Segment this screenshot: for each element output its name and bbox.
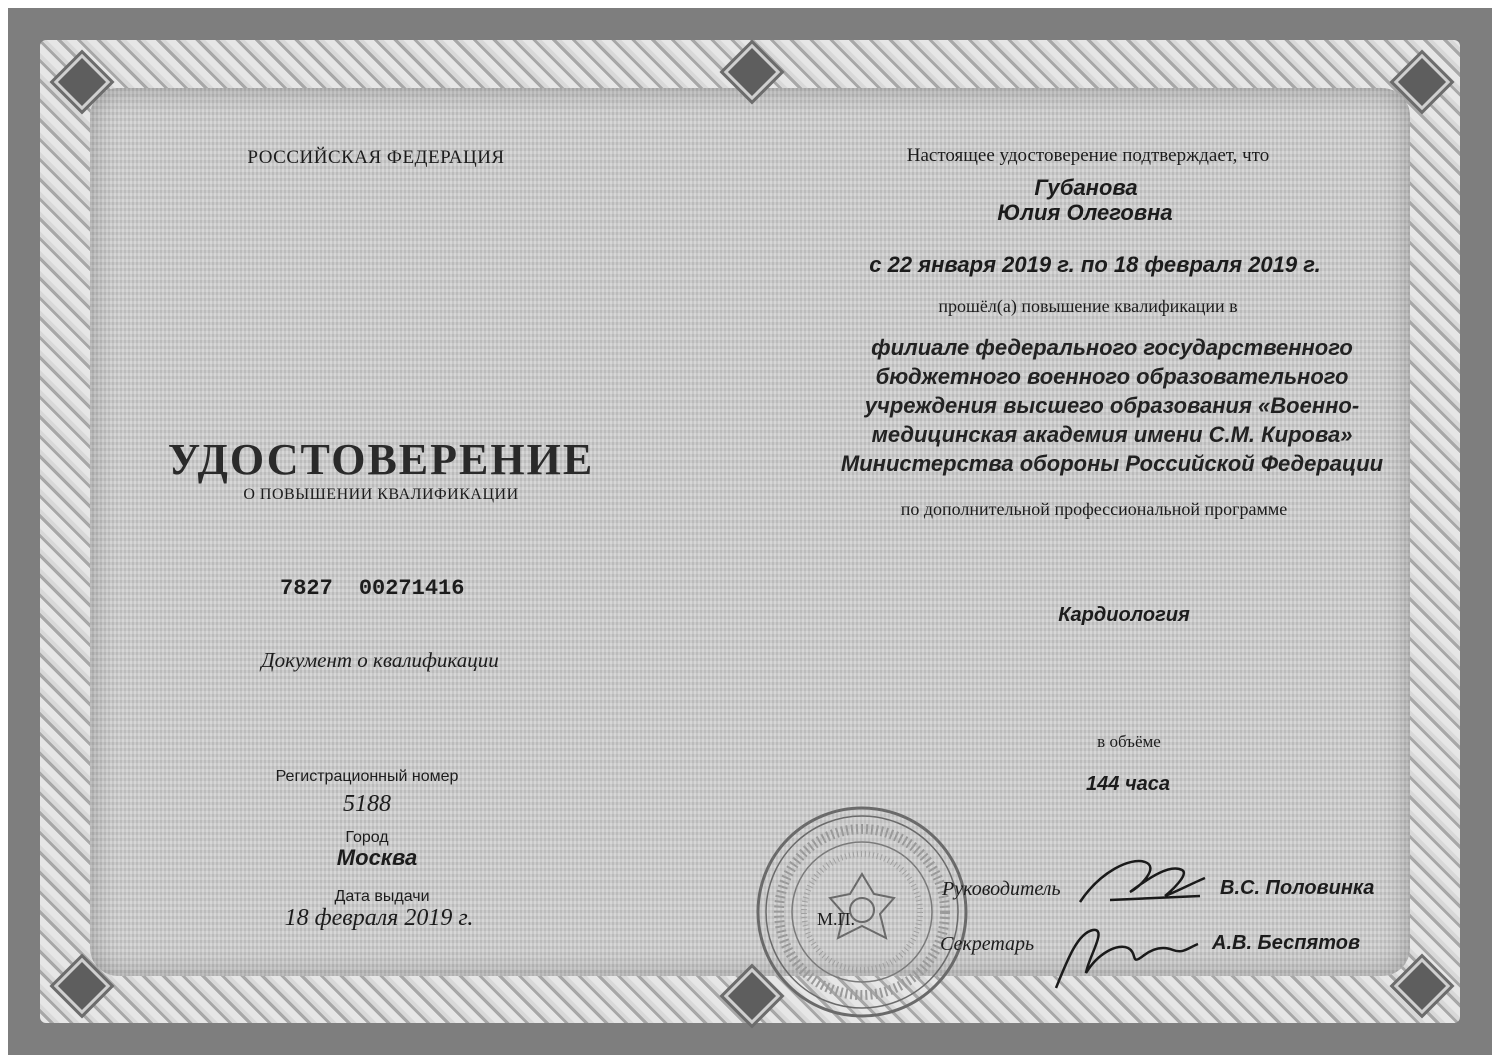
institution-line: филиале федерального государственного: [871, 335, 1353, 360]
secretary-signature-icon: [1048, 918, 1208, 998]
volume-label: в объёме: [1097, 732, 1161, 751]
city-value: Москва: [336, 845, 418, 870]
program-name: Кардиология: [1058, 604, 1190, 626]
holder-given-names: Юлия Олеговна: [997, 200, 1173, 225]
head-signature-icon: [1070, 852, 1210, 912]
head-role-label: Руководитель: [942, 878, 1061, 900]
issue-date: 18 февраля 2019 г.: [284, 905, 474, 931]
institution-line: Министерства обороны Российской Федерации: [840, 451, 1384, 476]
serial-number: [280, 578, 464, 600]
document-type: Документ о квалификации: [261, 648, 499, 672]
completed-text: прошёл(а) повышение квалификации в: [938, 296, 1238, 316]
institution-line: бюджетного военного образовательного: [875, 364, 1349, 389]
issue-date-label: Дата выдачи: [334, 888, 430, 905]
document-subtitle: О ПОВЫШЕНИИ КВАЛИФИКАЦИИ: [243, 486, 519, 503]
registration-number: 5188: [343, 791, 391, 817]
institution-line: медицинская академия имени С.М. Кирова»: [871, 422, 1353, 447]
document-title: УДОСТОВЕРЕНИЕ: [167, 435, 595, 484]
secretary-role-label: Секретарь: [940, 933, 1035, 955]
official-seal-icon: [752, 802, 972, 1022]
institution-line: учреждения высшего образования «Военно-: [864, 393, 1360, 418]
serial-digits: 00271416: [358, 576, 465, 601]
country-heading: РОССИЙСКАЯ ФЕДЕРАЦИЯ: [247, 147, 505, 168]
confirmation-text: Настоящее удостоверение подтверждает, что: [906, 145, 1270, 166]
volume-hours: 144 часа: [1086, 773, 1170, 795]
serial-series: 7827: [280, 576, 333, 601]
guilloche-field: [90, 88, 1410, 976]
training-period: с 22 января 2019 г. по 18 февраля 2019 г.: [869, 252, 1321, 277]
city-label: Город: [345, 829, 389, 846]
secretary-name: А.В. Беспятов: [1212, 932, 1361, 954]
stamp-place-label: М.П.: [817, 909, 856, 929]
registration-label: Регистрационный номер: [275, 768, 459, 785]
holder-surname: Губанова: [1034, 175, 1138, 200]
program-label: по дополнительной профессиональной программе: [900, 499, 1288, 519]
head-name: В.С. Половинка: [1220, 877, 1375, 899]
